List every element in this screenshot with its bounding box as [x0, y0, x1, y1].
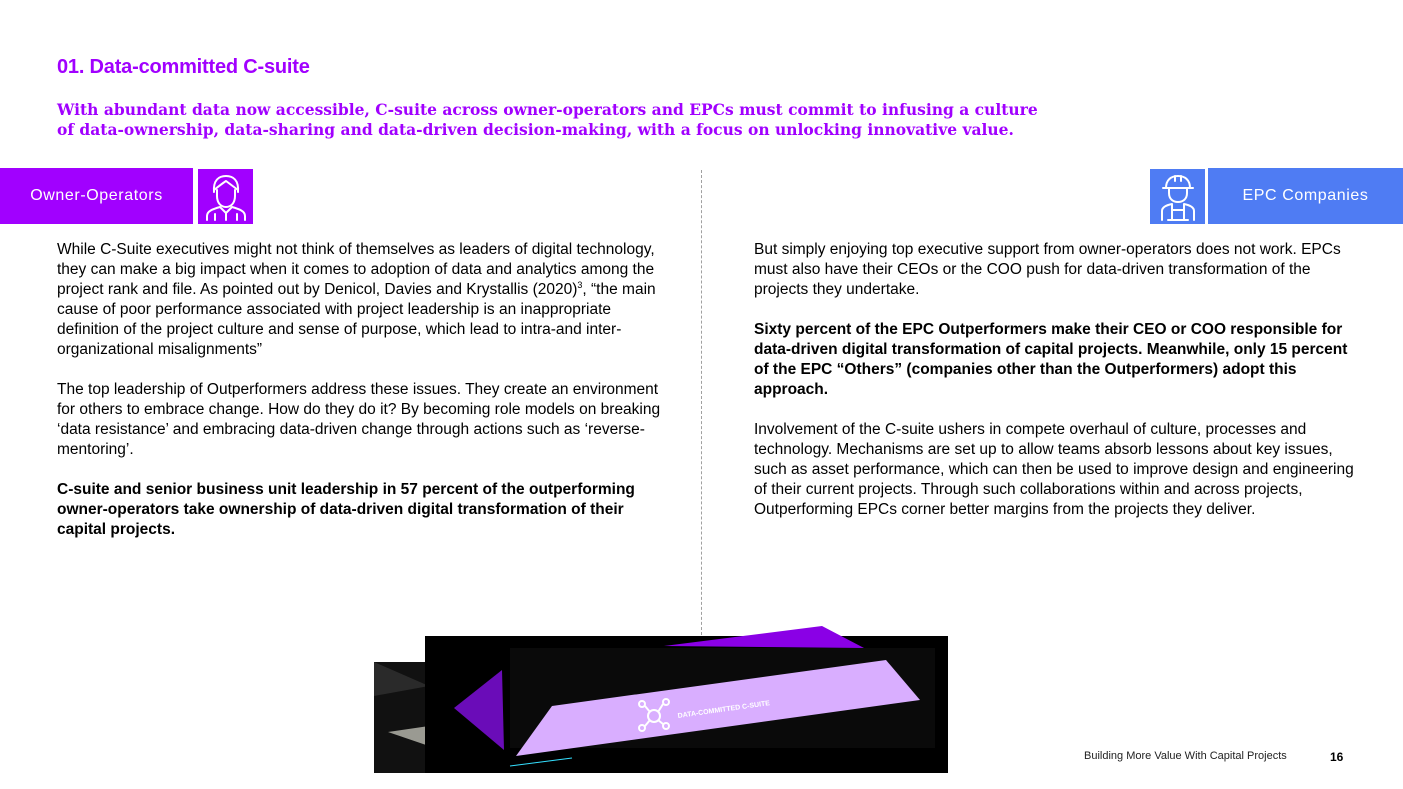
- epc-companies-label: EPC Companies: [1242, 187, 1369, 204]
- lead-paragraph: With abundant data now accessible, C-suite across owner-operators and EPCs must commit to infusing a culture of data-ownership, data-sharing and data-driven decision-making, with a focus on unlocking innovative value.: [57, 100, 1038, 139]
- section-title: 01. Data-committed C-suite: [57, 56, 310, 78]
- column-divider: [701, 170, 702, 640]
- footer-label: Building More Value With Capital Projects: [1084, 750, 1287, 762]
- owner-highlight-paragraph: C-suite and senior business unit leadership in 57 percent of the outperforming owner-operators take ownership of data-driven digital transformation of their capital projects.: [57, 481, 635, 538]
- owner-paragraph-2: The top leadership of Outperformers address these issues. They create an environment for others to embrace change. How do they do it? By becoming role models on breaking ‘data resistance’ and embracing data-driven change through actions such as ‘reverse-mentoring’.: [57, 381, 661, 458]
- owner-operators-tag: [0, 168, 193, 224]
- worker-helmet-icon: [1150, 169, 1205, 224]
- epc-paragraph-1: But simply enjoying top executive support from owner-operators does not work. EPCs must also have their CEOs or the COO push for data-driven transformation of the projects they undertake.: [754, 241, 1341, 298]
- owner-operators-label: Owner-Operators: [30, 187, 163, 204]
- epc-companies-tag: [1208, 168, 1403, 224]
- footnote-ref: 3: [577, 279, 583, 290]
- data-committed-csuite-graphic: [374, 626, 948, 773]
- owner-paragraph-1: [57, 240, 672, 360]
- graphic-label: DATA-COMMITTED C-SUITE: [677, 700, 771, 720]
- epc-paragraph-3: Involvement of the C-suite ushers in compete overhaul of culture, processes and technology. Mechanisms are set up to allow teams absorb lessons about key issues, such as asset performance, which can then be used to improve design and engineering of their current projects. Through such collaborations within and across projects, Outperforming EPCs corner better margins from the projects they deliver.: [754, 421, 1354, 518]
- owner-operators-column: [57, 240, 672, 560]
- owner-paragraph-1-rest: , “the main cause of poor performance associated with project leadership is an inappropriate definition of the project culture and sense of purpose, which lead to intra-and inter-organizational misalignments”: [57, 281, 656, 358]
- person-icon: [198, 169, 253, 224]
- epc-highlight-paragraph: Sixty percent of the EPC Outperformers make their CEO or COO responsible for data-driven digital transformation of capital projects. Meanwhile, only 15 percent of the EPC “Others” (companies other than the Outperformers) adopt this approach.: [754, 321, 1348, 398]
- epc-column: [754, 240, 1354, 540]
- page-number: 16: [1330, 750, 1344, 764]
- owner-paragraph-1-text: While C-Suite executives might not think of themselves as leaders of digital technology, they can make a big impact when it comes to adoption of data and analytics among the project rank and file. As pointed out by Denicol, Davies and Krystallis (2020): [57, 241, 655, 298]
